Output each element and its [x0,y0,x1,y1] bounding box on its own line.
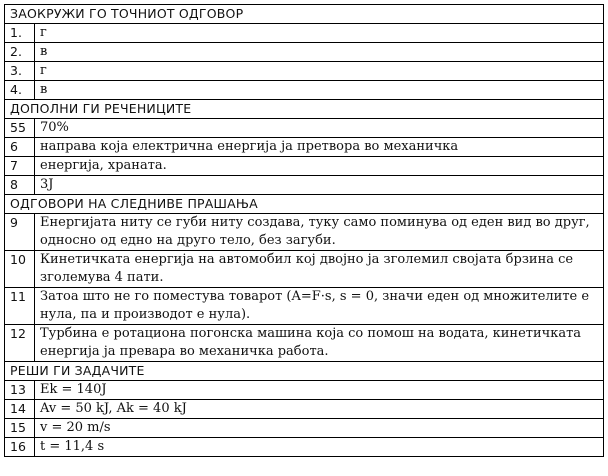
row-answer: v = 20 m/s [35,419,604,438]
section-header [5,195,604,214]
row-answer: в [35,43,604,62]
table-row [5,24,604,43]
table-row [5,43,604,62]
table-row [5,400,604,419]
row-answer: t = 11,4 s [35,438,604,457]
row-number: 6 [5,138,35,157]
row-answer: енергија, храната. [35,157,604,176]
table-row [5,419,604,438]
answer-key-table [4,4,604,457]
section-header [5,100,604,119]
section-title-questions: ОДГОВОРИ НА СЛЕДНИВЕ ПРАШАЊА [5,195,604,214]
row-answer: г [35,24,604,43]
table-row [5,138,604,157]
section-title-complete: ДОПОЛНИ ГИ РЕЧЕНИЦИТЕ [5,100,604,119]
row-answer: Затоа што не го поместува товарот (A=F·s, s = 0, значи еден од множителите е нула, па и производот е нула). [35,288,604,325]
row-answer: Av = 50 kJ, Ak = 40 kJ [35,400,604,419]
table-row [5,438,604,457]
row-number: 3. [5,62,35,81]
section-title-circle: ЗАОКРУЖИ ГО ТОЧНИОТ ОДГОВОР [5,5,604,24]
table-row [5,325,604,362]
row-answer: Турбина е ротациона погонска машина која со помош на водата, кинетичката енергија ја превара во механичка работа. [35,325,604,362]
row-number: 10 [5,251,35,288]
row-number: 2. [5,43,35,62]
row-number: 14 [5,400,35,419]
table-row [5,62,604,81]
table-row [5,251,604,288]
section-title-solve: РЕШИ ГИ ЗАДАЧИТЕ [5,362,604,381]
row-number: 9 [5,214,35,251]
row-answer: 3J [35,176,604,195]
table-row [5,157,604,176]
row-number: 11 [5,288,35,325]
row-number: 8 [5,176,35,195]
table-row [5,176,604,195]
row-number: 12 [5,325,35,362]
table-row [5,288,604,325]
row-number: 7 [5,157,35,176]
table-row [5,214,604,251]
table-row [5,81,604,100]
row-answer: Ek = 140J [35,381,604,400]
row-number: 16 [5,438,35,457]
row-answer: 70% [35,119,604,138]
section-header [5,362,604,381]
row-answer: направа која електрична енергија ја претвора во механичка [35,138,604,157]
row-answer: Кинетичката енергија на автомобил кој двојно ја зголемил својата брзина се зголемува 4 пати. [35,251,604,288]
table-row [5,381,604,400]
row-number: 13 [5,381,35,400]
row-number: 15 [5,419,35,438]
row-answer: г [35,62,604,81]
row-answer: в [35,81,604,100]
row-answer: Енергијата ниту се губи ниту создава, туку само поминува од еден вид во друг, односно од едно на друго тело, без загуби. [35,214,604,251]
table-row [5,119,604,138]
row-number: 1. [5,24,35,43]
row-number: 4. [5,81,35,100]
section-header [5,5,604,24]
row-number: 55 [5,119,35,138]
